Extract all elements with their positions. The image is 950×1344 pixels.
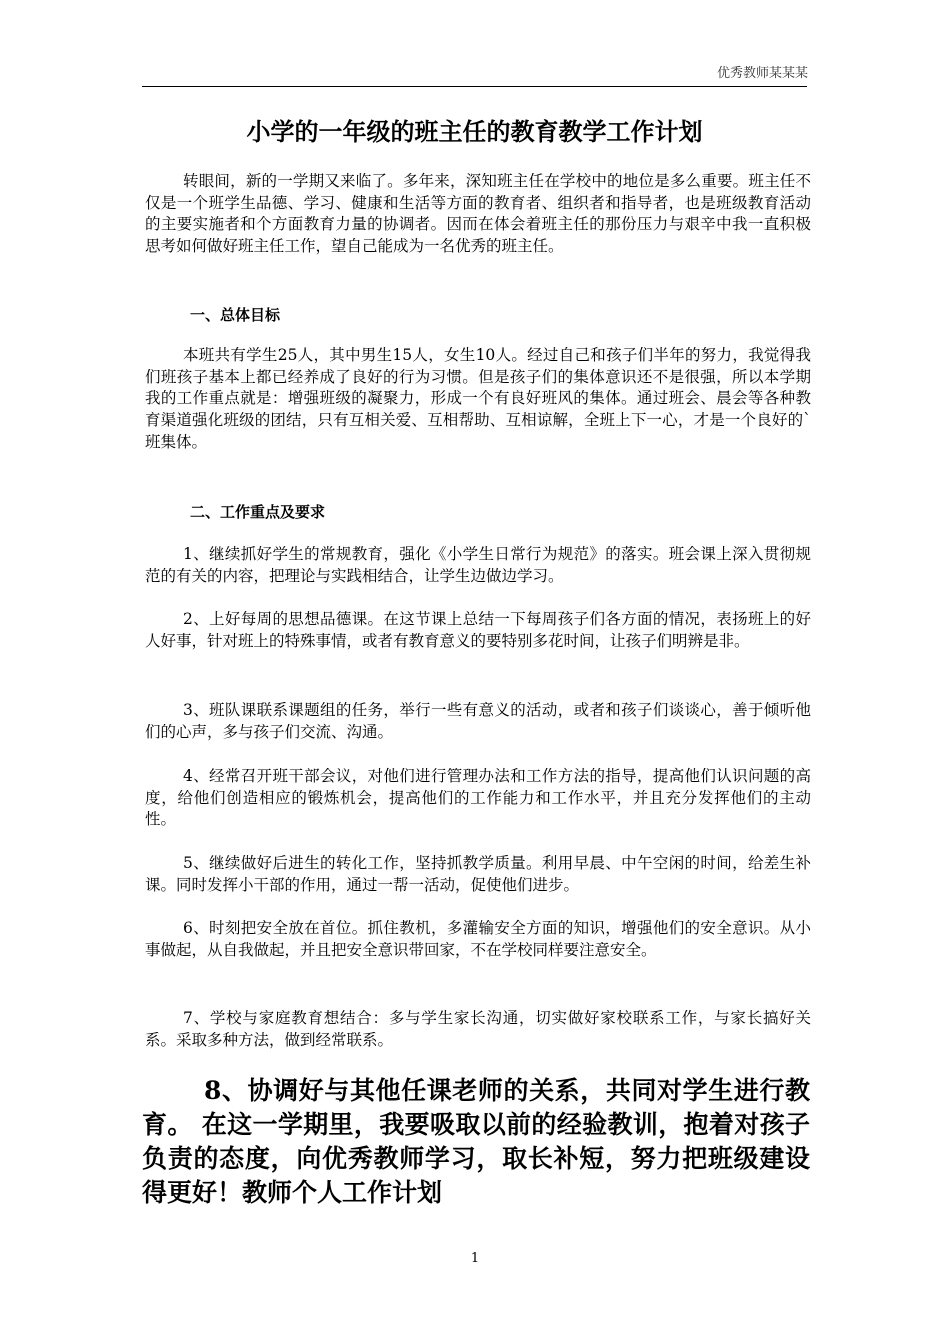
work-item-3: 3、班队课联系课题组的任务，举行一些有意义的活动，或者和孩子们谈谈心，善于倾听他们的心声，多与孩子们交流、沟通。: [145, 701, 811, 741]
work-item-4: 4、经常召开班干部会议，对他们进行管理办法和工作方法的指导，提高他们认识问题的高度，给他们创造相应的锻炼机会，提高他们的工作能力和工作水平，并且充分发挥他们的主动性。: [145, 767, 811, 829]
work-item-7: 7、学校与家庭教育想结合：多与学生家长沟通，切实做好家校联系工作，与家长搞好关系。采取多种方法，做到经常联系。: [145, 1009, 811, 1049]
page-number: 1: [470, 1251, 480, 1266]
work-item-1: 1、继续抓好学生的常规教育，强化《小学生日常行为规范》的落实。班会课上深入贯彻规范的有关的内容，把理论与实践相结合，让学生边做边学习。: [145, 545, 811, 585]
work-item-2: 2、上好每周的思想品德课。在这节课上总结一下每周孩子们各方面的情况，表扬班上的好人好事，针对班上的特殊事情，或者有教育意义的要特别多花时间，让孩子们明辨是非。: [145, 610, 811, 650]
work-item-6: 6、时刻把安全放在首位。抓住教机，多灌输安全方面的知识，增强他们的安全意识。从小事做起，从自我做起，并且把安全意识带回家，不在学校同样要注意安全。: [145, 919, 811, 959]
page-header-author: 优秀教师某某某: [716, 66, 808, 81]
closing-paragraph: 8、协调好与其他任课老师的关系，共同对学生进行教育。 在这一学期里，我要吸取以前的经验教训，抱着对孩子负责的态度，向优秀教师学习，取长补短，努力把班级建设得更好！教师个人工作计划: [142, 1076, 810, 1207]
section-heading-work-focus: 二、工作重点及要求: [190, 503, 326, 521]
intro-paragraph: 转眼间，新的一学期又来临了。多年来，深知班主任在学校中的地位是多么重要。班主任不仅是一个班学生品德、学习、健康和生活等方面的教育者、组织者和指导者，也是班级教育活动的主要实施者和个方面教育力量的协调者。因而在体会着班主任的那份压力与艰辛中我一直积极思考如何做好班主任工作，望自己能成为一名优秀的班主任。: [145, 172, 811, 256]
section-heading-overall-goal: 一、总体目标: [190, 306, 281, 324]
header-divider: [142, 86, 807, 87]
document-title: 小学的一年级的班主任的教育教学工作计划: [246, 117, 703, 146]
overall-goal-paragraph: 本班共有学生25人，其中男生15人，女生10人。经过自己和孩子们半年的努力，我觉得我们班孩子基本上都已经养成了良好的行为习惯。但是孩子们的集体意识还不是很强，所以本学期我的工作重点就是：增强班级的凝聚力，形成一个有良好班风的集体。通过班会、晨会等各种教育渠道强化班级的团结，只有互相关爱、互相帮助、互相谅解，全班上下一心，才是一个良好的`班集体。: [145, 346, 811, 451]
work-item-5: 5、继续做好后进生的转化工作，坚持抓教学质量。利用早晨、中午空闲的时间，给差生补课。同时发挥小干部的作用，通过一帮一活动，促使他们进步。: [145, 854, 811, 894]
